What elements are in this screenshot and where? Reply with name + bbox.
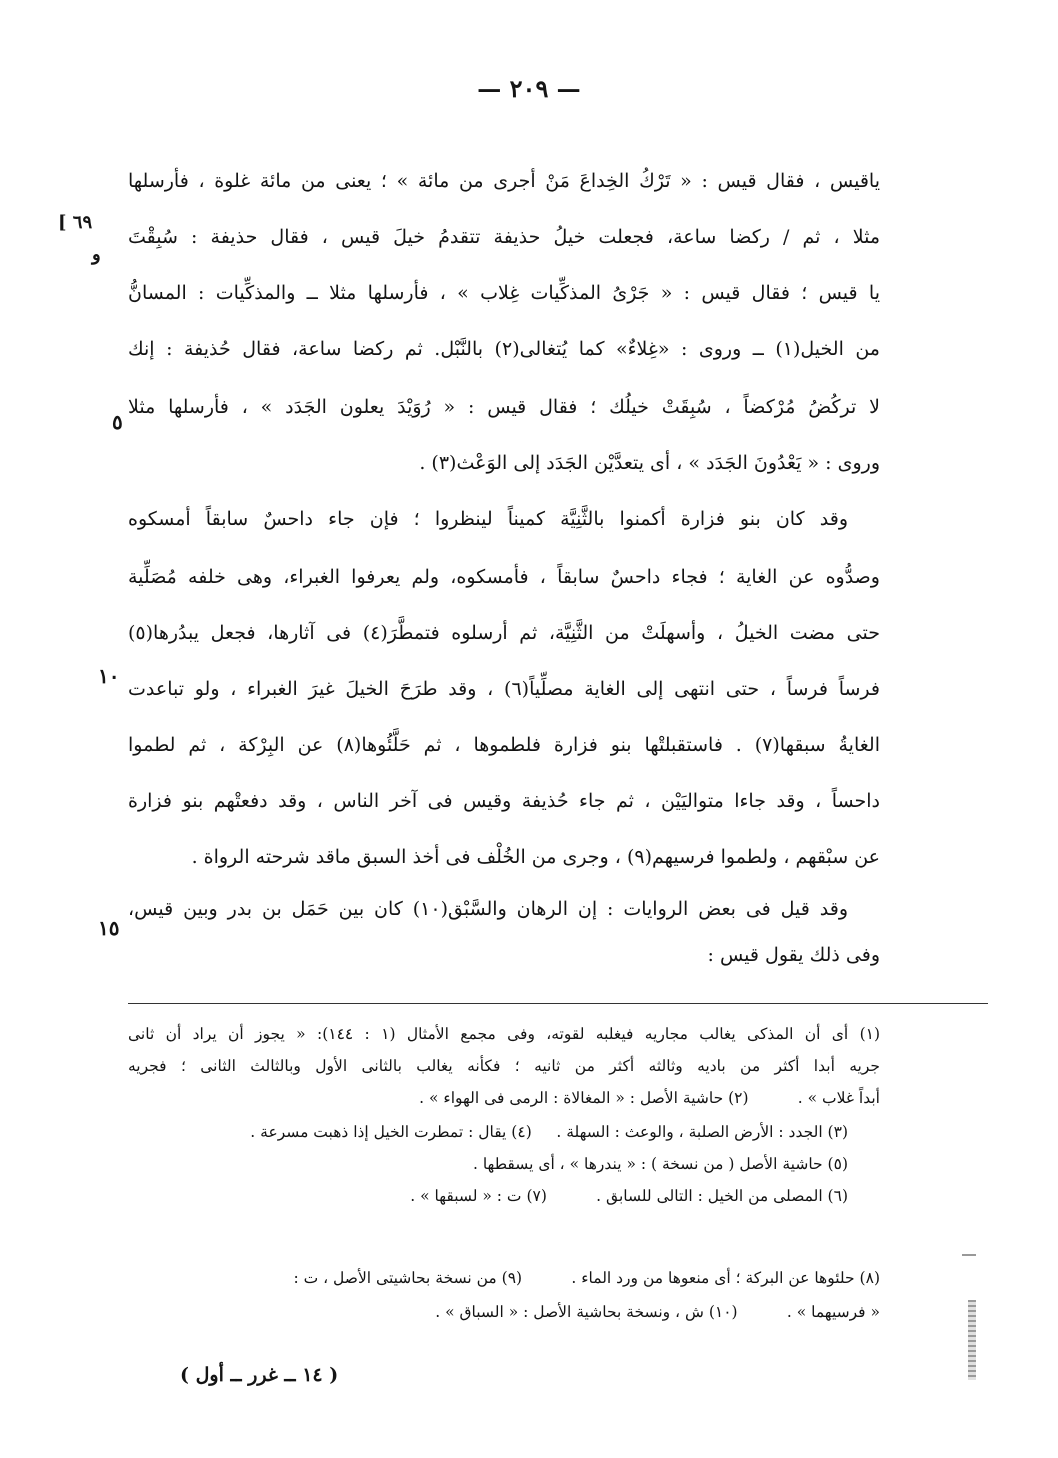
footnotes <box>128 1018 880 1338</box>
margin-reference <box>58 212 92 233</box>
footnote-line: « فرسيهما » . (١٠) ش ، ونسخة بحاشية الأصل : « السباق » . <box>435 1303 880 1321</box>
page-signature: ( ١٤ ــ غرر ــ أول ) <box>180 1364 339 1386</box>
scan-edge-mark <box>968 1300 976 1380</box>
body-line: يا قيس ؛ فقال قيس : « جَرْىُ المذكِّيات غِلاب » ، فأرسلها مثلا ــ والمذكِّيات : المسانُّ <box>128 282 880 304</box>
body-line: حتى مضت الخيلُ ، وأسهلَتْ من الثَّنِيَّة، ثم أرسلوه فتمطَّرَ(٤) فى آثارها، فجعل يبدُرها(٥) <box>128 622 880 644</box>
footnote-line: (٦) المصلى من الخيل : التالى للسابق . (٧) ت : « لسبقها » . <box>410 1187 848 1205</box>
footnote-line: (٨) حلئوها عن البركة ؛ أى منعوها من ورد الماء . (٩) من نسخة بحاشيتى الأصل ، ت : <box>293 1269 880 1287</box>
body-line: فرساً فرساً ، حتى انتهى إلى الغاية مصلِّياً(٦) ، وقد طرَحَ الخيلَ غيرَ الغبراء ، ولو تباعدت <box>128 678 880 700</box>
body-line: لا تركُضُ مُرْكضاً ، سُبِقَتْ خيلُك ؛ فقال قيس : « رُوَيْدَ يعلون الجَدَد » ، فأرسلها مثلا <box>128 396 880 418</box>
line-number-5: ٥ <box>112 410 123 434</box>
body-line: عن سبْقهم ، ولطموا فرسيهم(٩) ، وجرى من الخُلْف فى أخذ السبق ماقد شرحته الرواة . <box>191 846 880 868</box>
body-line: وقد كان بنو فزارة أكمنوا بالثَّنِيَّة كميناً لينظروا ؛ فإن جاء داحسٌ سابقاً أمسكوه <box>128 508 848 530</box>
body-line: وروى : « يَعْدُونَ الجَدَد » ، أى يتعدَّيْن الجَدَد إلى الوَعْث(٣) . <box>419 452 880 474</box>
line-number-10: ١٠ <box>98 664 120 688</box>
scan-edge-dash <box>962 1254 976 1256</box>
body-line: من الخيل(١) ــ وروى : «غِلاءٌ» كما يُتغالى(٢) بالنَّبْل. ثم ركضا ساعة، فقال حُذيفة : إنك <box>128 338 880 360</box>
body-line: وفى ذلك يقول قيس : <box>707 944 880 966</box>
footnote-line: (١) أى أن المذكى يغالب مجاريه فيغلبه لقوته، وفى مجمع الأمثال (١ : ١٤٤): « يجوز أن يراد أن ثانى <box>128 1025 880 1043</box>
footnote-line: جريه أبدا أكثر من باديه وثالثه أكثر من ثانيه ؛ فكأنه يغالب بالثانى الأول وبالثالث الثانى ؛ فجريه <box>128 1057 880 1075</box>
footnote-line: (٣) الجدد : الأرض الصلبة ، والوعث : السهلة . (٤) يقال : تمطرت الخيل إذا ذهبت مسرعة . <box>250 1123 848 1141</box>
body-line: وقد قيل فى بعض الروايات : إن الرهان والسَّبْق(١٠) كان بين حَمَل بن بدر وبين قيس، <box>128 898 848 920</box>
body-line: داحساً ، وقد جاءا متواليَيْن ، ثم جاء حُذيفة وقيس فى آخر الناس ، وقد دفعتْهم بنو فزارة <box>128 790 880 812</box>
body-line: ياقيس ، فقال قيس : « تَرْكُ الخِداعَ مَنْ أجرى من مائة » ؛ يعنى من مائة غلوة ، فأرسلها <box>128 170 880 192</box>
body-line: مثلا ، ثم / ركضا ساعة، فجعلت خيلُ حذيفة تتقدمُ خيلَ قيس ، فقال حذيفة : سُبِقْتَ <box>128 226 880 248</box>
body-line: الغايةُ سبقها(٧) . فاستقبلتْها بنو فزارة فلطموها ، ثم حَلَّئُوها(٨) عن البِرْكة ، ثم لطموا <box>128 734 880 756</box>
body-text <box>128 150 880 970</box>
page-number: — ٢٠٩ — <box>477 74 581 103</box>
line-number-15: ١٥ <box>98 916 120 940</box>
footnote-line: أبداً غلاب » . (٢) حاشية الأصل : « المغالاة : الرمى فى الهواء » . <box>419 1089 880 1107</box>
footnote-rule <box>128 1003 988 1004</box>
margin-reference-text: [ ٦٩ <box>58 212 93 233</box>
margin-reference-sub: و <box>92 244 101 265</box>
footnote-line: (٥) حاشية الأصل ( من نسخة ) : « يندرها » ، أى يسقطها . <box>472 1155 848 1173</box>
body-line: وصدُّوه عن الغاية ؛ فجاء داحسٌ سابقاً ، فأمسكوه، ولم يعرفوا الغبراء، وهى خلفه مُصَلِّية <box>128 566 880 588</box>
